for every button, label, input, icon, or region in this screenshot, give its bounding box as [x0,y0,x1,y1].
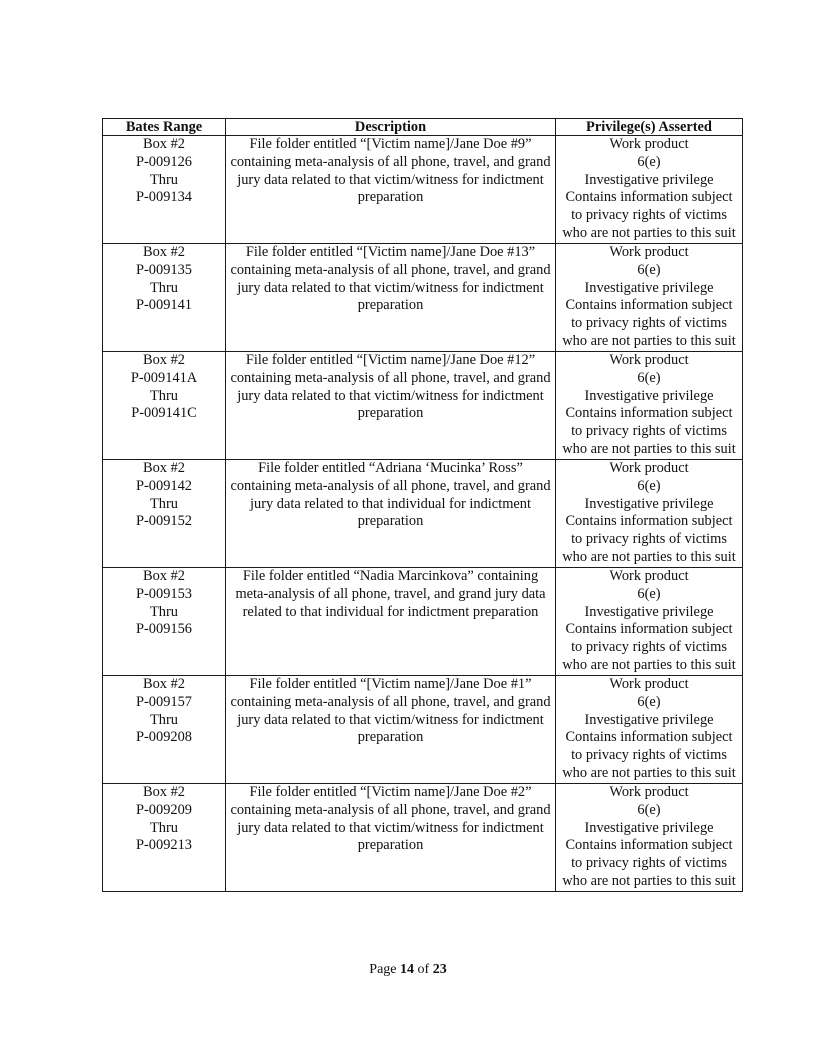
privilege-line: Investigative privilege [584,711,714,728]
bates-line: Thru [150,819,178,836]
privilege-line: who are not parties to this suit [562,656,736,673]
bates-line: P-009141A [130,369,198,386]
bates-line: Thru [150,279,178,296]
table-header-row [103,119,743,136]
privilege-line: to privacy rights of victims [571,315,727,332]
bates-line: Box #2 [143,568,185,584]
description-text: File folder entitled “[Victim name]/Jane Doe #13” containing meta-analysis of all phone, travel, and grand jury data related to that victim/witness for indictment preparation [230,244,551,314]
privilege-line: who are not parties to this suit [562,872,736,889]
privilege-line: 6(e) [637,153,661,170]
privilege-line: Contains information subject [565,837,733,854]
bates-line: P-009208 [136,729,192,746]
privilege-line: who are not parties to this suit [562,224,736,241]
privileges-cell [556,784,743,892]
privilege-line: Investigative privilege [584,171,714,188]
privilege-line: who are not parties to this suit [562,764,736,781]
description-cell [226,244,556,352]
bates-range-cell [103,244,226,352]
description-text: File folder entitled “[Victim name]/Jane Doe #9” containing meta-analysis of all phone, travel, and grand jury data related to that victim/witness for indictment preparation [230,136,551,206]
description-text: File folder entitled “Adriana ‘Mucinka’ Ross” containing meta-analysis of all phone, travel, and grand jury data related to that individual for indictment preparation [230,460,551,530]
privilege-line: 6(e) [637,261,661,278]
bates-line: Thru [150,603,178,620]
privilege-line: to privacy rights of victims [571,531,727,548]
privilege-line: Contains information subject [565,729,733,746]
bates-line: P-009142 [136,477,192,494]
bates-range-cell [103,784,226,892]
privilege-line: to privacy rights of victims [571,855,727,872]
description-text: File folder entitled “[Victim name]/Jane Doe #1” containing meta-analysis of all phone, travel, and grand jury data related to that victim/witness for indictment preparation [230,676,551,746]
bates-line: Thru [150,171,178,188]
header-privileges-asserted: Privilege(s) Asserted [556,119,743,136]
page-number: 14 [400,962,415,977]
privilege-line: to privacy rights of victims [571,207,727,224]
table-row [103,460,743,568]
privilege-line: who are not parties to this suit [562,440,736,457]
privilege-line: Work product [609,460,689,476]
privileges-cell [556,460,743,568]
privilege-line: Investigative privilege [584,819,714,836]
description-text: File folder entitled “[Victim name]/Jane Doe #12” containing meta-analysis of all phone, travel, and grand jury data related to that victim/witness for indictment preparation [230,352,551,422]
description-cell [226,136,556,244]
bates-line: Box #2 [143,676,185,692]
of-label: of [417,962,430,977]
privileges-cell [556,136,743,244]
privilege-line: Contains information subject [565,189,733,206]
table-body [103,136,743,892]
description-text: File folder entitled “[Victim name]/Jane Doe #2” containing meta-analysis of all phone, travel, and grand jury data related to that victim/witness for indictment preparation [230,784,551,854]
privilege-line: 6(e) [637,369,661,386]
bates-range-cell [103,352,226,460]
bates-line: P-009156 [136,621,192,638]
description-cell [226,568,556,676]
table-row [103,136,743,244]
bates-line: P-009141C [131,405,197,422]
privilege-line: 6(e) [637,477,661,494]
privilege-line: to privacy rights of victims [571,423,727,440]
table-row [103,352,743,460]
privilege-line: to privacy rights of victims [571,639,727,656]
privilege-line: Contains information subject [565,297,733,314]
description-cell [226,784,556,892]
privilege-line: Work product [609,244,689,260]
bates-line: Box #2 [143,244,185,260]
privilege-log-table [102,118,743,892]
privilege-line: Investigative privilege [584,387,714,404]
bates-range-cell [103,676,226,784]
privilege-line: Work product [609,136,689,152]
privilege-line: Investigative privilege [584,279,714,296]
description-cell [226,676,556,784]
table-row [103,244,743,352]
privilege-line: 6(e) [637,585,661,602]
page-label: Page [369,962,397,977]
bates-line: P-009141 [136,297,192,314]
bates-line: P-009135 [136,261,192,278]
privilege-line: Investigative privilege [584,495,714,512]
privilege-line: Work product [609,676,689,692]
bates-line: P-009126 [136,153,192,170]
bates-line: Box #2 [143,136,185,152]
total-pages: 23 [432,962,447,977]
privileges-cell [556,244,743,352]
header-description: Description [226,119,556,136]
bates-line: P-009153 [136,585,192,602]
privilege-line: who are not parties to this suit [562,548,736,565]
description-cell [226,460,556,568]
bates-line: Thru [150,387,178,404]
table-row [103,676,743,784]
bates-line: Thru [150,711,178,728]
privilege-line: Contains information subject [565,621,733,638]
privilege-line: who are not parties to this suit [562,332,736,349]
header-bates-range: Bates Range [103,119,226,136]
privilege-line: Investigative privilege [584,603,714,620]
description-cell [226,352,556,460]
privilege-line: Work product [609,352,689,368]
bates-line: Box #2 [143,460,185,476]
privileges-cell [556,568,743,676]
privileges-cell [556,676,743,784]
privilege-line: Work product [609,568,689,584]
table-row [103,568,743,676]
bates-line: Box #2 [143,352,185,368]
privilege-line: Contains information subject [565,513,733,530]
bates-range-cell [103,568,226,676]
privilege-line: to privacy rights of victims [571,747,727,764]
bates-line: P-009152 [136,513,192,530]
bates-line: P-009209 [136,801,192,818]
description-text: File folder entitled “Nadia Marcinkova” containing meta-analysis of all phone, travel, and grand jury data related to that individual for indictment preparation [235,568,546,620]
bates-line: P-009213 [136,837,192,854]
page-footer [0,962,816,978]
bates-line: Thru [150,495,178,512]
privilege-line: Contains information subject [565,405,733,422]
bates-line: P-009157 [136,693,192,710]
bates-line: Box #2 [143,784,185,800]
bates-range-cell [103,136,226,244]
privilege-line: Work product [609,784,689,800]
privilege-line: 6(e) [637,693,661,710]
privilege-line: 6(e) [637,801,661,818]
bates-range-cell [103,460,226,568]
table-row [103,784,743,892]
bates-line: P-009134 [136,189,192,206]
privileges-cell [556,352,743,460]
